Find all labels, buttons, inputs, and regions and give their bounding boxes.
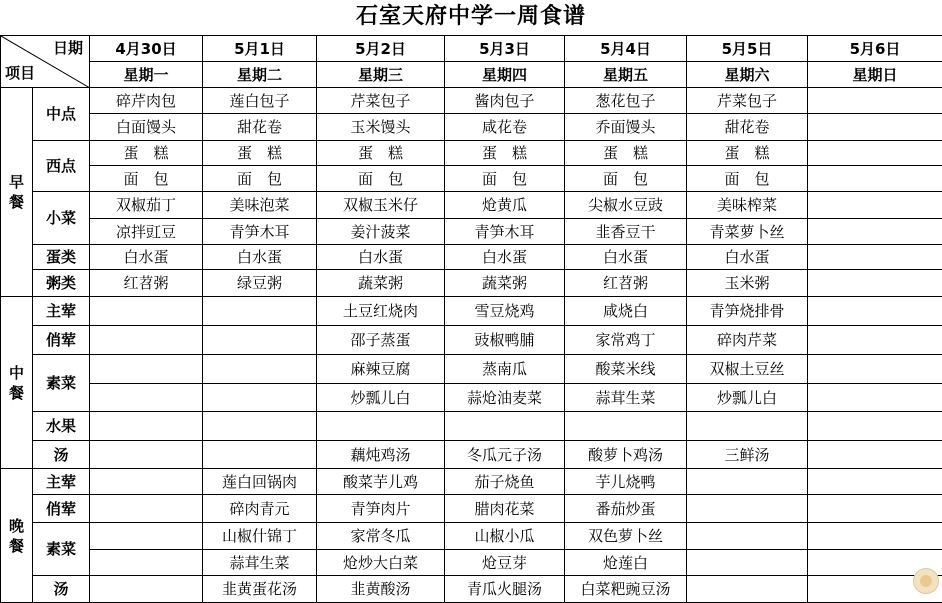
- breakfast-row: [1, 166, 942, 192]
- dish-cell: 酸萝卜鸡汤: [565, 441, 687, 469]
- dish-cell: [203, 441, 317, 469]
- category-label: 小菜: [33, 192, 90, 245]
- dish-cell: [808, 469, 942, 495]
- lunch-row: [1, 412, 942, 441]
- dish-cell: [808, 166, 942, 192]
- breakfast-row: [1, 141, 942, 166]
- lunch-row: [1, 384, 942, 412]
- category-label: 汤: [33, 576, 90, 603]
- category-label: 俏荤: [33, 326, 90, 355]
- dish-cell: 麻辣豆腐: [317, 355, 445, 384]
- dish-cell: 蛋 糕: [317, 141, 445, 166]
- category-label: 主荤: [33, 297, 90, 326]
- meal-label-char: 餐: [1, 192, 32, 212]
- dish-cell: [687, 576, 808, 603]
- dish-cell: [808, 219, 942, 245]
- dish-cell: [808, 297, 942, 326]
- dinner-row: [1, 523, 942, 550]
- weekday-header: 星期五: [565, 62, 687, 88]
- category-label: 粥类: [33, 270, 90, 297]
- breakfast-label: [1, 88, 33, 297]
- dish-cell: [90, 412, 203, 441]
- dish-cell: 韭黄酸汤: [317, 576, 445, 603]
- dish-cell: 土豆红烧肉: [317, 297, 445, 326]
- dish-cell: 番茄炒蛋: [565, 495, 687, 523]
- lunch-row: [1, 355, 942, 384]
- dish-cell: 腊肉花菜: [445, 495, 565, 523]
- date-header: 5月6日: [808, 36, 942, 62]
- dish-cell: [808, 441, 942, 469]
- dish-cell: 蛋 糕: [203, 141, 317, 166]
- dish-cell: 酸菜芋儿鸡: [317, 469, 445, 495]
- category-label: 素菜: [33, 523, 90, 576]
- dish-cell: 白水蛋: [687, 245, 808, 270]
- category-label: 素菜: [33, 355, 90, 412]
- category-label: 水果: [33, 412, 90, 441]
- dish-cell: 山椒小瓜: [445, 523, 565, 550]
- dish-cell: [90, 384, 203, 412]
- dish-cell: 炝莲白: [565, 550, 687, 576]
- dish-cell: 青笋木耳: [203, 219, 317, 245]
- corner-item-label: 项目: [5, 63, 35, 83]
- dish-cell: [565, 412, 687, 441]
- dish-cell: 芹菜包子: [687, 88, 808, 114]
- breakfast-row: [1, 219, 942, 245]
- dish-cell: 尖椒水豆豉: [565, 192, 687, 219]
- dish-cell: 酸菜米线: [565, 355, 687, 384]
- dish-cell: 白菜粑豌豆汤: [565, 576, 687, 603]
- date-header: 5月1日: [203, 36, 317, 62]
- breakfast-row: [1, 270, 942, 297]
- dish-cell: 青笋木耳: [445, 219, 565, 245]
- meal-label-char: 餐: [1, 383, 32, 403]
- dish-cell: 蛋 糕: [445, 141, 565, 166]
- dish-cell: 面 包: [565, 166, 687, 192]
- dish-cell: 碎肉芹菜: [687, 326, 808, 355]
- dish-cell: [90, 441, 203, 469]
- weekly-menu-table: [0, 35, 942, 603]
- dish-cell: [90, 523, 203, 550]
- dish-cell: 面 包: [203, 166, 317, 192]
- dinner-row: [1, 495, 942, 523]
- dish-cell: [687, 523, 808, 550]
- dish-cell: [808, 523, 942, 550]
- dish-cell: 青笋烧排骨: [687, 297, 808, 326]
- dish-cell: 炝豆芽: [445, 550, 565, 576]
- dish-cell: 芋儿烧鸭: [565, 469, 687, 495]
- dish-cell: 蔬菜粥: [317, 270, 445, 297]
- dish-cell: 咸花卷: [445, 114, 565, 141]
- dish-cell: 家常冬瓜: [317, 523, 445, 550]
- dish-cell: 山椒什锦丁: [203, 523, 317, 550]
- dish-cell: [90, 297, 203, 326]
- dish-cell: 甜花卷: [687, 114, 808, 141]
- meal-label-char: 晚: [1, 516, 32, 536]
- breakfast-row: [1, 245, 942, 270]
- dish-cell: 炝炒大白菜: [317, 550, 445, 576]
- dish-cell: 炒瓢儿白: [317, 384, 445, 412]
- corner-date-label: 日期: [53, 38, 83, 58]
- dish-cell: 白水蛋: [565, 245, 687, 270]
- dish-cell: 酱肉包子: [445, 88, 565, 114]
- dish-cell: [808, 114, 942, 141]
- dish-cell: 红苕粥: [90, 270, 203, 297]
- weekday-header: 星期四: [445, 62, 565, 88]
- dish-cell: 豉椒鸭脯: [445, 326, 565, 355]
- dish-cell: [687, 412, 808, 441]
- dish-cell: 双椒土豆丝: [687, 355, 808, 384]
- dish-cell: 三鲜汤: [687, 441, 808, 469]
- watermark-logo: [913, 568, 939, 594]
- dish-cell: 白水蛋: [445, 245, 565, 270]
- dish-cell: [90, 576, 203, 603]
- category-label: 蛋类: [33, 245, 90, 270]
- dish-cell: 雪豆烧鸡: [445, 297, 565, 326]
- dish-cell: [808, 141, 942, 166]
- dish-cell: [808, 355, 942, 384]
- dish-cell: [90, 326, 203, 355]
- breakfast-row: [1, 114, 942, 141]
- dish-cell: 邵子蒸蛋: [317, 326, 445, 355]
- dish-cell: 玉米馒头: [317, 114, 445, 141]
- dish-cell: 青瓜火腿汤: [445, 576, 565, 603]
- dish-cell: [808, 495, 942, 523]
- corner-cell: [1, 36, 90, 88]
- dish-cell: 家常鸡丁: [565, 326, 687, 355]
- date-header: 5月3日: [445, 36, 565, 62]
- category-label: 俏荤: [33, 495, 90, 523]
- dish-cell: [317, 412, 445, 441]
- weekday-header: 星期六: [687, 62, 808, 88]
- dish-cell: 茄子烧鱼: [445, 469, 565, 495]
- dish-cell: 蛋 糕: [565, 141, 687, 166]
- dish-cell: 碎芹肉包: [90, 88, 203, 114]
- meal-label-char: 中: [1, 363, 32, 383]
- dish-cell: [808, 245, 942, 270]
- dish-cell: 双椒玉米仔: [317, 192, 445, 219]
- dish-cell: [808, 326, 942, 355]
- meal-label-char: 早: [1, 172, 32, 192]
- dish-cell: 蒜茸生菜: [565, 384, 687, 412]
- dish-cell: [203, 297, 317, 326]
- date-header: 4月30日: [90, 36, 203, 62]
- dish-cell: 咸烧白: [565, 297, 687, 326]
- category-label: 主荤: [33, 469, 90, 495]
- dish-cell: 炝黄瓜: [445, 192, 565, 219]
- title-row: [0, 0, 942, 36]
- dish-cell: 绿豆粥: [203, 270, 317, 297]
- date-header: 5月5日: [687, 36, 808, 62]
- dish-cell: 姜汁菠菜: [317, 219, 445, 245]
- dish-cell: [687, 495, 808, 523]
- weekday-header: 星期日: [808, 62, 942, 88]
- dish-cell: 藕炖鸡汤: [317, 441, 445, 469]
- weekday-header: 星期三: [317, 62, 445, 88]
- dish-cell: 面 包: [687, 166, 808, 192]
- dish-cell: [203, 326, 317, 355]
- dish-cell: 红苕粥: [565, 270, 687, 297]
- dish-cell: 乔面馒头: [565, 114, 687, 141]
- dish-cell: 玉米粥: [687, 270, 808, 297]
- dish-cell: 青菜萝卜丝: [687, 219, 808, 245]
- dish-cell: [808, 192, 942, 219]
- weekday-header: 星期二: [203, 62, 317, 88]
- lunch-label: [1, 297, 33, 469]
- category-label: 中点: [33, 88, 90, 141]
- table-body: [1, 36, 942, 603]
- dish-cell: [90, 550, 203, 576]
- dish-cell: 蛋 糕: [687, 141, 808, 166]
- dish-cell: 蒜炝油麦菜: [445, 384, 565, 412]
- dish-cell: 双椒茄丁: [90, 192, 203, 219]
- dish-cell: [90, 495, 203, 523]
- dinner-row: [1, 469, 942, 495]
- dish-cell: 甜花卷: [203, 114, 317, 141]
- dish-cell: 莲白包子: [203, 88, 317, 114]
- dish-cell: 美味泡菜: [203, 192, 317, 219]
- dish-cell: [808, 412, 942, 441]
- dish-cell: 碎肉青元: [203, 495, 317, 523]
- date-row: [1, 36, 942, 62]
- breakfast-row: [1, 192, 942, 219]
- dish-cell: 冬瓜元子汤: [445, 441, 565, 469]
- dish-cell: 蒸南瓜: [445, 355, 565, 384]
- dish-cell: 炒瓢儿白: [687, 384, 808, 412]
- category-label: 汤: [33, 441, 90, 469]
- dish-cell: [687, 550, 808, 576]
- dish-cell: [445, 412, 565, 441]
- weekday-row: [1, 62, 942, 88]
- dish-cell: 葱花包子: [565, 88, 687, 114]
- dish-cell: [687, 469, 808, 495]
- dish-cell: 蛋 糕: [90, 141, 203, 166]
- dish-cell: 芹菜包子: [317, 88, 445, 114]
- dish-cell: 青笋肉片: [317, 495, 445, 523]
- dish-cell: [90, 355, 203, 384]
- weekday-header: 星期一: [90, 62, 203, 88]
- dinner-row: [1, 576, 942, 603]
- lunch-row: [1, 297, 942, 326]
- page-title: 石室天府中学一周食谱: [0, 2, 942, 32]
- lunch-row: [1, 441, 942, 469]
- dish-cell: 双色萝卜丝: [565, 523, 687, 550]
- dish-cell: 白水蛋: [317, 245, 445, 270]
- dish-cell: 莲白回锅肉: [203, 469, 317, 495]
- dinner-row: [1, 550, 942, 576]
- dish-cell: 白面馒头: [90, 114, 203, 141]
- dish-cell: [808, 88, 942, 114]
- category-label: 西点: [33, 141, 90, 192]
- dish-cell: [203, 412, 317, 441]
- dish-cell: 蒜茸生菜: [203, 550, 317, 576]
- dish-cell: [808, 384, 942, 412]
- dish-cell: 韭香豆干: [565, 219, 687, 245]
- dish-cell: 面 包: [317, 166, 445, 192]
- dish-cell: [90, 469, 203, 495]
- dish-cell: 蔬菜粥: [445, 270, 565, 297]
- dish-cell: 白水蛋: [203, 245, 317, 270]
- dish-cell: [808, 270, 942, 297]
- dish-cell: 面 包: [90, 166, 203, 192]
- lunch-row: [1, 326, 942, 355]
- dish-cell: [203, 355, 317, 384]
- dish-cell: 美味榨菜: [687, 192, 808, 219]
- meal-label-char: 餐: [1, 536, 32, 556]
- dish-cell: 韭黄蛋花汤: [203, 576, 317, 603]
- date-header: 5月2日: [317, 36, 445, 62]
- dinner-label: [1, 469, 33, 603]
- dish-cell: 白水蛋: [90, 245, 203, 270]
- date-header: 5月4日: [565, 36, 687, 62]
- breakfast-row: [1, 88, 942, 114]
- dish-cell: 凉拌豇豆: [90, 219, 203, 245]
- dish-cell: 面 包: [445, 166, 565, 192]
- dish-cell: [203, 384, 317, 412]
